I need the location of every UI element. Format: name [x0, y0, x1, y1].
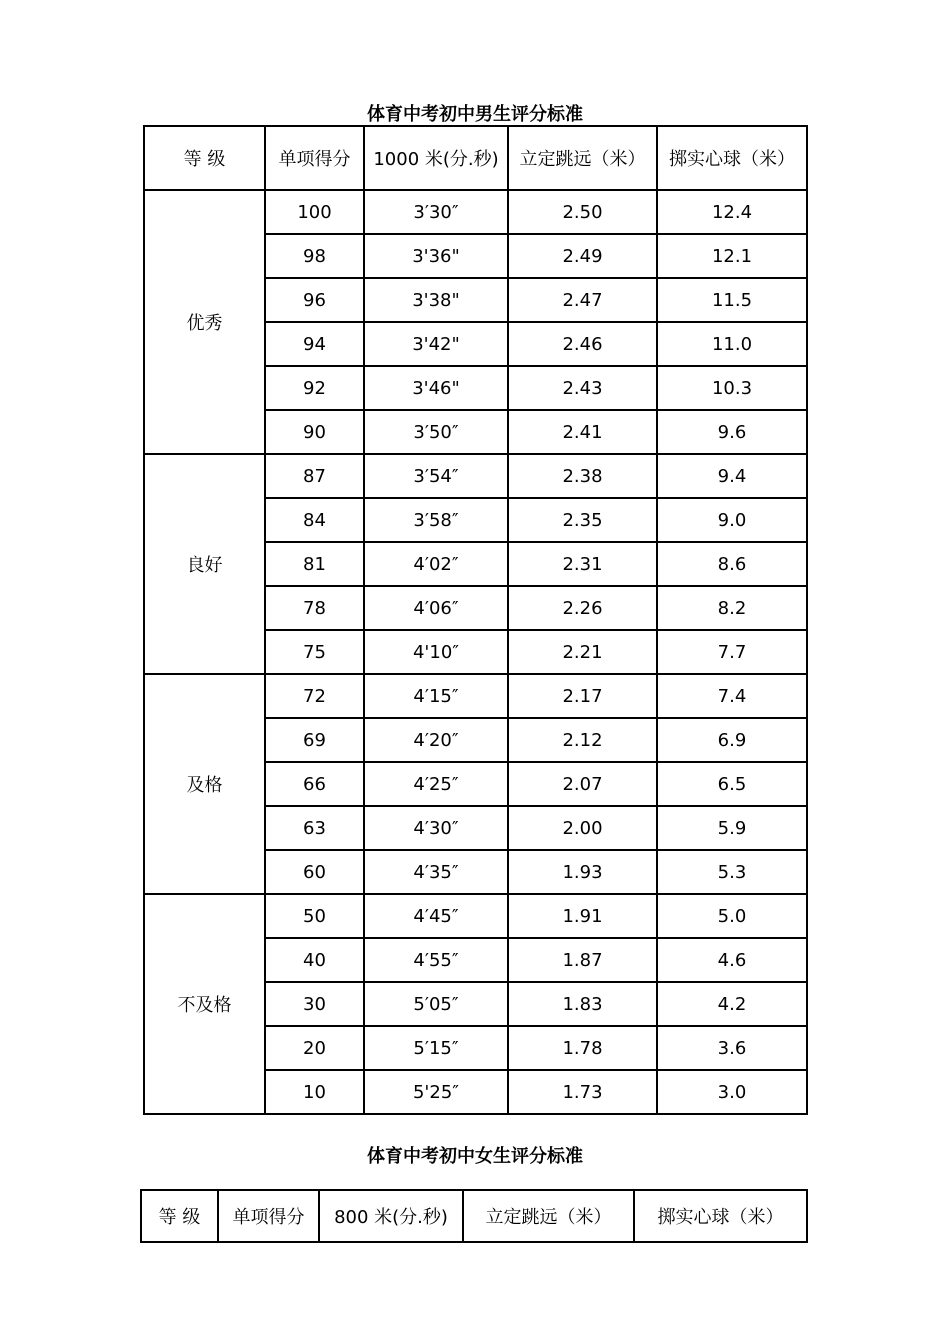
score-cell: 50: [265, 894, 364, 938]
ball-throw-cell: 12.1: [657, 234, 807, 278]
table-row: [144, 454, 807, 498]
score-cell: 87: [265, 454, 364, 498]
header-score: 单项得分: [218, 1190, 319, 1242]
ball-throw-cell: 6.9: [657, 718, 807, 762]
long-jump-cell: 1.91: [508, 894, 657, 938]
ball-throw-cell: 5.0: [657, 894, 807, 938]
score-cell: 69: [265, 718, 364, 762]
run-time-cell: 4′30″: [364, 806, 508, 850]
grade-cell: 优秀: [144, 190, 265, 454]
run-time-cell: 4′06″: [364, 586, 508, 630]
run-time-cell: 3'36": [364, 234, 508, 278]
header-run: 1000 米(分.秒): [364, 126, 508, 190]
header-grade: 等 级: [141, 1190, 218, 1242]
score-cell: 20: [265, 1026, 364, 1070]
long-jump-cell: 2.00: [508, 806, 657, 850]
score-cell: 63: [265, 806, 364, 850]
score-cell: 75: [265, 630, 364, 674]
table-row: [144, 674, 807, 718]
score-cell: 78: [265, 586, 364, 630]
score-cell: 72: [265, 674, 364, 718]
grade-cell: 不及格: [144, 894, 265, 1114]
header-run: 800 米(分.秒): [319, 1190, 463, 1242]
run-time-cell: 3′30″: [364, 190, 508, 234]
girls-table-title: 体育中考初中女生评分标准: [367, 1146, 583, 1167]
run-time-cell: 3'38": [364, 278, 508, 322]
grade-cell: 良好: [144, 454, 265, 674]
score-cell: 94: [265, 322, 364, 366]
long-jump-cell: 2.17: [508, 674, 657, 718]
long-jump-cell: 2.38: [508, 454, 657, 498]
ball-throw-cell: 7.7: [657, 630, 807, 674]
score-cell: 60: [265, 850, 364, 894]
ball-throw-cell: 9.6: [657, 410, 807, 454]
ball-throw-cell: 5.9: [657, 806, 807, 850]
run-time-cell: 3′58″: [364, 498, 508, 542]
ball-throw-cell: 11.0: [657, 322, 807, 366]
score-cell: 40: [265, 938, 364, 982]
long-jump-cell: 2.26: [508, 586, 657, 630]
grade-cell: 及格: [144, 674, 265, 894]
ball-throw-cell: 6.5: [657, 762, 807, 806]
long-jump-cell: 2.07: [508, 762, 657, 806]
header-long-jump: 立定跳远（米）: [463, 1190, 634, 1242]
ball-throw-cell: 3.6: [657, 1026, 807, 1070]
ball-throw-cell: 9.4: [657, 454, 807, 498]
table-row: [144, 190, 807, 234]
run-time-cell: 3'46": [364, 366, 508, 410]
boys-scoring-table: [143, 125, 808, 1115]
run-time-cell: 4′35″: [364, 850, 508, 894]
ball-throw-cell: 3.0: [657, 1070, 807, 1114]
run-time-cell: 5′05″: [364, 982, 508, 1026]
run-time-cell: 4'10″: [364, 630, 508, 674]
score-cell: 30: [265, 982, 364, 1026]
run-time-cell: 3′50″: [364, 410, 508, 454]
run-time-cell: 5′15″: [364, 1026, 508, 1070]
ball-throw-cell: 9.0: [657, 498, 807, 542]
header-row: [144, 126, 807, 190]
header-score: 单项得分: [265, 126, 364, 190]
score-cell: 10: [265, 1070, 364, 1114]
long-jump-cell: 2.41: [508, 410, 657, 454]
score-cell: 84: [265, 498, 364, 542]
long-jump-cell: 2.49: [508, 234, 657, 278]
long-jump-cell: 2.50: [508, 190, 657, 234]
run-time-cell: 3'42": [364, 322, 508, 366]
run-time-cell: 4′45″: [364, 894, 508, 938]
score-cell: 81: [265, 542, 364, 586]
ball-throw-cell: 5.3: [657, 850, 807, 894]
header-row: [141, 1190, 807, 1242]
score-cell: 96: [265, 278, 364, 322]
header-long-jump: 立定跳远（米）: [508, 126, 657, 190]
long-jump-cell: 1.87: [508, 938, 657, 982]
long-jump-cell: 1.93: [508, 850, 657, 894]
run-time-cell: 3′54″: [364, 454, 508, 498]
score-cell: 90: [265, 410, 364, 454]
ball-throw-cell: 10.3: [657, 366, 807, 410]
long-jump-cell: 1.73: [508, 1070, 657, 1114]
run-time-cell: 4′15″: [364, 674, 508, 718]
ball-throw-cell: 11.5: [657, 278, 807, 322]
header-ball-throw: 掷实心球（米）: [657, 126, 807, 190]
run-time-cell: 4′02″: [364, 542, 508, 586]
ball-throw-cell: 4.2: [657, 982, 807, 1026]
run-time-cell: 4′20″: [364, 718, 508, 762]
score-cell: 98: [265, 234, 364, 278]
header-ball-throw: 掷实心球（米）: [634, 1190, 807, 1242]
long-jump-cell: 1.78: [508, 1026, 657, 1070]
long-jump-cell: 2.21: [508, 630, 657, 674]
long-jump-cell: 2.47: [508, 278, 657, 322]
ball-throw-cell: 12.4: [657, 190, 807, 234]
long-jump-cell: 2.12: [508, 718, 657, 762]
run-time-cell: 4′25″: [364, 762, 508, 806]
run-time-cell: 4′55″: [364, 938, 508, 982]
long-jump-cell: 2.43: [508, 366, 657, 410]
ball-throw-cell: 8.6: [657, 542, 807, 586]
boys-table-title: 体育中考初中男生评分标准: [367, 104, 583, 125]
ball-throw-cell: 7.4: [657, 674, 807, 718]
girls-scoring-table: [140, 1189, 808, 1243]
score-cell: 66: [265, 762, 364, 806]
score-cell: 100: [265, 190, 364, 234]
ball-throw-cell: 8.2: [657, 586, 807, 630]
long-jump-cell: 2.35: [508, 498, 657, 542]
long-jump-cell: 1.83: [508, 982, 657, 1026]
long-jump-cell: 2.46: [508, 322, 657, 366]
table-row: [144, 894, 807, 938]
long-jump-cell: 2.31: [508, 542, 657, 586]
header-grade: 等 级: [144, 126, 265, 190]
score-cell: 92: [265, 366, 364, 410]
ball-throw-cell: 4.6: [657, 938, 807, 982]
run-time-cell: 5'25″: [364, 1070, 508, 1114]
